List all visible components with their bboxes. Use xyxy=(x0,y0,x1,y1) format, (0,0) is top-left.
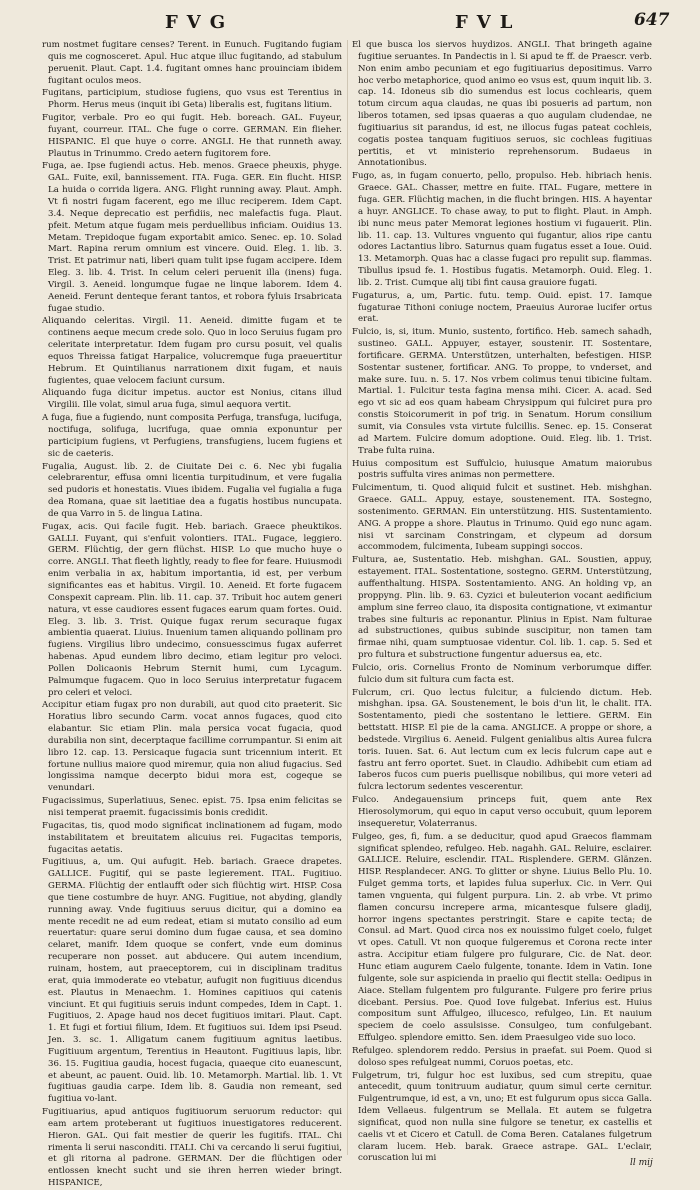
dictionary-entry: Fugalia, August. lib. 2. de Ciuitate Dei c. 6. Nec ybi fugalia celebrarentur, effusa omni licentia turpitudinum, et vere fugalia sed pudoris et honestatis. Viues ibidem. Fugalia vel fugialia a fuga dea Romana, quae sit laetitiae dea a fugatis hostibus nuncupata. de qua Varro in 5. de lingua Latina. xyxy=(42,461,342,519)
dictionary-entry: Refulgeo. splendorem reddo. Persius in praefat. sui Poem. Quod si doloso spes refulgeat nummi, Coruos poetas, etc. xyxy=(352,1045,652,1068)
dictionary-entry: Fugacissimus, Superlatiuus, Senec. epist. 75. Ipsa enim felicitas se nisi temperat praemit. fugacissimis bonis credidit. xyxy=(42,796,342,818)
dictionary-entry: Fugitiuarius, apud antiquos fugitiuorum seruorum reductor: qui eam artem proteberant ut fugitiuos inuestigatores reducerent. Hieron. GAL. Qui fait mestier de querir les fugitifs. ITAL. Chi rimenta li serui nasconditi. ITALI. Chi va cercando li serui fugitiui, et gli ritorna al padrone. GERMAN. Der die flüchtigen oder entlossen knecht sucht und sie ihren herren wieder bringt. HISPANICE, xyxy=(42,1107,342,1189)
dictionary-entry: Fugo, as, in fugam conuerto, pello, propulso. Heb. hibriach henis. Graece. GAL. Chasser, mettre en fuite. ITAL. Fugare, mettere in fuga. GER. Flüchtig machen, in die flucht bringen. HIS. A hayentar a huyr. ANGLICE. To chase away, to put to flight. Plaut. in Amph. ibi nunc meus pater Memorat legiones hostium vi fugauerit. Plin. lib. 11. cap. 13. Vultures vnguento qui fugantur, alios ripe cantu odores Lactantius libro. Saturnus quam fugatus esset a Ioue. Ouid. 13. Metamorph. Quas hac a classe fugaci pro repulit sup. flammas. Tibullus ipsud fe. 1. Hostibus fugatis. Metamorph. Ouid. Eleg. 1. lib. 2. Trist. Cumque alij tibi fint causa grauiore fugati. xyxy=(352,171,652,288)
dictionary-entry: Fuga, ae. Ipse fugiendi actus. Heb. menos. Graece pheuxis, phyge. GAL. Fuite, exil, bannissement. ITA. Fuga. GER. Ein flucht. HISP. La huida o corrida ligera. ANG. Flight running away. Plaut. Amph. Vt fi nostri fugam facerent, ego me illuc reciperem. Idem Capt. 3.4. Neque deprecatio est perfidiis, nec malefactis fuga. Plaut. pfeit. Metum atque fugam meis perduellibus inficiam. Ouidius 13. Metam. Trepidoque fugam exportabit amico. Senec. ep. 10. Solad Mart. Rapina rerum omnium est vincere. Ouid. Eleg. 1. lib. 3. Trist. Et patrimur nati, liberi quam tulit ipse fugam accipere. Idem Eleg. 3. lib. 4. Trist. In celum celeri peruenit illa (inens) fuga. Virgil. 3. Aeneid. longumque fugae ne linque laborem. Idem 4. Aeneid. Ferunt denteque ferant tantos, et robora fyluis Irsabricata fugae studio. xyxy=(42,161,342,314)
dictionary-entry: Fulco. Andegauensium princeps fuit, quem ante Rex Hierosolymorum, qui equo in caput verso occubuit, quum leporem insequeretur, Volaterranus. xyxy=(352,795,652,829)
dictionary-entry: Fugitiuus, a, um. Qui aufugit. Heb. bariach. Graece drapetes. GALLICE. Fugitif, qui se paste legierement. ITAL. Fugitiuo. GERMA. Flüchtig der entlaufft oder sich flüchtig wirt. HISP. Cosa que tiene costumbre de huyr. ANG. Fugitiue, not abyding, glandly running away. Vnde fugitiuus seruus dicitur, qui a domino ea mente recedit ne ad eum redeat, etiam si mutato consilio ad eum reuertatur: quare serui domino dum fugae causa, et sea domino celaret, manifr. Idem quoque se confert, vnde eum dominus recuperare non posset. aut abducere. Qui autem incendium, ruinam, hostem, aut praeceptorem, cui in disciplinam traditus erat, quia immoderate eo vtebatur, aufugit non fugitiuus dicendus est. Plautus in Menaechm. 1. Homines capitiuos qui catenis vinciunt. Et qui fugitiuis seruis indunt compedes, Idem in Capt. 1. Fugitiuos, 2. Apage haud nos decet fugitiuos imitari. Plaut. Capt. 1. Et fugi et fortiui filium, Idem. Et fugitiuos sui. Idem ipsi Pseud. Jen. 3. sc. 1. Alligatum canem fugitiuum agnitus laetibus. Fugitiuum argentum, Terentius in Heautont. Fugitiuus lapis, libr. 36. 15. Fugitiua gaudia, hocest fugacia, quaeque cito euanescunt, et abeunt, ac pauent. Ouid. lib. 10. Metamorph. Martial. lib. 1. Vt fugitiuas gaudia carpe. Idem lib. 8. Gaudia non remeant, sed fugitiua vo-lant. xyxy=(42,857,342,1105)
dictionary-entry: Fugax, acis. Qui facile fugit. Heb. bariach. Graece pheuktikos. GALLI. Fuyant, qui s'enfuit volontiers. ITAL. Fugace, leggiero. GERM. Flüchtig, der gern flüchst. HISP. Lo que mucho huye o corre. ANGLI. That fleeth lightly, ready to flee for feare. Huiusmodi enim verbalia in ax, habitum importantia, id est, per verbum significantes eas et habitus. Virgil. 10. Aeneid. Et forte fugacem Conspexit capream. Plin. lib. 11. cap. 37. Tribuit hoc autem generi natura, vt esse caudiores essent fugaces earum quam fortes. Ouid. Eleg. 3. lib. 3. Trist. Quique fugax rerum securaque fugax ambientia quaerat. Liuius. Inuenium tamen aliquando pollinam pro fugiens. Virgilius libro undecimo, consuesscimus fugax auferret habenas. Apud eundem libro decimo, etiam legitur pro veloci. Pollen Dolicaonis Hebrum Sternit humi, cum Lycagum. Palmumque fugacem. Quo in loco Seruius interpretatur fugacem pro celeri et veloci. xyxy=(42,521,342,698)
dictionary-entry: Accipitur etiam fugax pro non durabili, aut quod cito praeterit. Sic Horatius libro secundo Carm. vocat annos fugaces, quod cito elabantur. Sic etiam Plin. mala persica vocat fugacia, quod durabilia non sint, decerptaque facillime corrumpantur. Si enim ait libro 12. cap. 13. Persicaque fugacia sunt tricennium interit. Et fortune nullius maiore quod miremur, quia non aliud fugacius. Sed longissima namque decerpto bidui mora est, cogeque se venundari. xyxy=(42,700,342,794)
page-number: 647 xyxy=(634,10,670,30)
dictionary-entry: Aliquando fuga dicitur impetus. auctor est Nonius, citans illud Virgilii. Ille volat, simul arua fuga, simul aequora vertit. xyxy=(42,388,342,411)
running-head-right: FVL xyxy=(455,12,522,33)
column-divider xyxy=(347,40,348,1155)
running-head-left: FVG xyxy=(165,12,235,33)
dictionary-entry: Fugitor, verbale. Pro eo qui fugit. Heb. boreach. GAL. Fuyeur, fuyant, courreur. ITAL. Che fuge o corre. GERMAN. Ein flieher. HISPANIC. El que huye o corre. ANGLI. He that runneth away. Plautus in Trinummo. Credo aetern fugitorem fore. xyxy=(42,113,342,159)
dictionary-entry: Fulcrum, cri. Quo lectus fulcitur, a fulciendo dictum. Heb. mishghan. ipsa. GA. Soustenement, le bois d'un lit, le chalit. ITA. Sostentamento, piedi che sostentano le lettiere. GERM. Ein bettstatt. HISP. El pie de la cama. ANGLICE. A proppe or shore, a bedstede. Virgilius 6. Aeneid. Fulgent genialibus altis Aurea fulcra toris. Iuuen. Sat. 6. Aut lectum cum ex lecis fulcrum cape aut e fastru ant ferro oportet. Suet. in Claudio. Adhibebit cum etiam ad Iaberos fucos cum pueris puellisque nobilibus, qui more veteri ad fulcra lectorum sedentes vescerentur. xyxy=(352,687,652,793)
dictionary-entry: Fulcio, is, si, itum. Munio, sustento, fortifico. Heb. samech sahadh, sustineo. GALL. Appuyer, estayer, soustenir. IT. Sostentare, fortificare. GERMA. Unterstützen, unterhalten, befestigen. HISP. Sostentar sustener, fortificar. ANG. To proppe, to vnderset, and make sure. Iuu. n. 5. 17. Nos vrbem colimus tenui tibicine fultam. Martial. 1. Fulcitur testa fagina mensa mihi. Cicer. A. acad. Sed ego vt sic ad eos quam habeam Chrysippum qui fulciret pura pro constis Stoicorumerit in pof trig. in Senatum. Horum consilium sumit, via Consules vsta virtute fulcillis. Senec. ep. 15. Conserat ad Martem. Fulcire domum adoptione. Ouid. Eleg. lib. 1. Trist. Trabe fulta ruina. xyxy=(352,327,652,456)
dictionary-entry: Fugacitas, tis, quod modo significat inclinationem ad fugam, modo instabilitatem et breuitatem alicuius rei. Fugacitas temporis, fugacitas aetatis. xyxy=(42,820,342,855)
dictionary-entry: rum nostmet fugitare censes? Terent. in Eunuch. Fugitando fugiam quis me cognosceret. Apul. Huc atque illuc fugitando, ad stabulum peruenit. Plaut. Capt. 1.4. fugitant omnes hanc prouinciam ibidem fugitant oculos meos. xyxy=(42,40,342,86)
left-column xyxy=(42,40,342,1189)
dictionary-entry: Fultura, ae, Sustentatio. Heb. mishghan. GAL. Soustien, appuy, estayement. ITAL. Sostentatione, sostegno. GERM. Unterstützung, auffenthaltung. HISPA. Sostentamiento. ANG. An holding vp, an proppyng. Plin. lib. 9. 63. Cyzici et buleuterion vocant aedificium amplum sine ferreo clauo, ita disposita contignatione, vt eximantur trabes sine fulturis ac reponantur. Plinius in Epist. Nam fulturae ad substructiones, quibus subinde suscipitur, non tamen tam firmae nihi, quam sumptuosae videntur. Col. lib. 1. cap. 5. Sed et pro fultura et substructione fungentur aduersus ea, etc. xyxy=(352,555,652,661)
dictionary-entry: Fulcimentum, ti. Quod aliquid fulcit et sustinet. Heb. mishghan. Graece. GALL. Appuy, estaye, soustenement. ITA. Sostegno, sostenimento. GERMAN. Ein unterstützung. HIS. Sustentamiento. ANG. A proppe a shore. Plautus in Trinumo. Quid ego nunc agam. nisi vt sarcinam Constringam, et clypeum ad dorsum accommodem, fulcimenta, Iubeam suppingi soccos. xyxy=(352,483,652,553)
dictionary-entry: Fulgeo, ges, fi, fum. a se deducitur, quod apud Graecos flammam significat splendeo, refulgeo. Heb. nagahh. GAL. Reluire, esclairer. GALLICE. Reluire, esclendir. ITAL. Risplendere. GERM. Glänzen. HISP. Resplandecer. ANG. To glitter or shyne. Liuius Bello Plu. 10. Fulget gemma torts, et lapides fulua superlux. Cic. in Verr. Qui tamen vnguenta, qui fulgent purpura. Lin. 2. ab vrbe. Vt primo flamen concursu increpere arma, micantesque fulsere gladij, horror ingens spectantes perstringit. Stare e capite tecta; de Consul. ad Mart. Quod circa nos ex nouissimo fulget coelo, fulget vt opes. Catull. Vt non quoque fulgeremus et Corona recte inter astra. Accipitur etiam fulgere pro fulgurare, Cic. de Nat. deor. Hunc etiam augurem Caelo fulgente, tonante. Idem in Vatin. Ione fulgente, sole sur aspicienda in praelio qui flectit stella: Oedipus in Aiace. Stellam fulgentem pro fulgurante. Fulgere pro ferire prius dicebant. Persius. Poe. Quod Iove fulgebat. Inferius est. Huius compositum sunt Affulgeo, illucesco, refulgeo, Lin. Et nauium speciem de coelo assulsisse. Consulgeo, tum confulgebant. Effulgeo. splendore emitto. Sen. idem Praesulgeo vide suo loco. xyxy=(352,831,652,1044)
catchword: ll mij xyxy=(630,1158,653,1168)
dictionary-entry: Fugitans, participium, studiose fugiens, quo vsus est Terentius in Phorm. Herus meus (inquit ibi Geta) liberalis est, fugitans litium. xyxy=(42,88,342,111)
dictionary-entry: Fulcio, oris. Cornelius Fronto de Nominum verborumque differ. fulcio dum sit fultura cum facta est. xyxy=(352,662,652,685)
dictionary-entry: Fugaturus, a, um, Partic. futu. temp. Ouid. epist. 17. Iamque fugaturae Tithoni coniuge noctem, Praeuius Aurorae lucifer ortus erat. xyxy=(352,290,652,325)
dictionary-entry: Aliquando celeritas. Virgil. 11. Aeneid. dimitte fugam et te continens aeque mecum crede solo. Quo in loco Seruius fugam pro celeritate interpretatur. Idem fugam pro cursu posuit, vel qualis equos Threissa fatigat Harpalice, volucremque fuga praeuertitur Hebrum. Et Quintilianus narrationem dixit fugam, et nauis fugientes, quae velocem faciunt cursum. xyxy=(42,316,342,386)
dictionary-entry: A fuga, fiue a fugiendo, nunt composita Perfuga, transfuga, lucifuga, noctifuga, solifuga, lucrifuga, quae omnia exponuntur per participium fugiens, vt Perfugiens, transfugiens, lucem fugiens et sic de caeteris. xyxy=(42,413,342,459)
dictionary-entry: Fulgetrum, tri, fulgur hoc est luxibus, sed cum strepitu, quae antecedit, quum tonitruum audiatur, quum simul certe cernitur. Fulgentrumque, id est, a vn, uno; Et est fulgurum opus sicca Galla. Idem Vellaeus. fulgentrum se Mellala. Et autem se fulgetra significat, quod non nulla sine fulgore se tenetur, ex castellis et caelis vt et Cicero et Catull. de Coma Beren. Catalanes fulgetrum claram lucem. Heb. barak. Graece astrape. GAL. L'eclair, coruscation lui mi xyxy=(352,1070,652,1164)
dictionary-entry: Huius compositum est Suffulcio, huiusque Amatum maiorubus postris suffulta vires animas non permettere. xyxy=(352,458,652,481)
dictionary-entry: El que busca los siervos huydizos. ANGLI. That bringeth againe fugitiue seruantes. In Pandectis in l. Si apud te ff. de Praescr. verb. Non enim ambo pecuniam et ego fugitiuarius depositimus. Varro hoc verbo metaphorice, quod animo eo vsus est, quum inquit lib. 3. cap. 14. Idoneus sib dio sumendus est locus cochlearis, quem totum circum aqua claudas, ne quas ibi posueris ad partum, non liberos totamen, sed ipsas quaeras a quo augulam cludendae, ne fugitiuarius sit parandus, id est, ne illocus fugas pateat cochleis, cogatis postea tanquam fugitiuos seruos, sic cochleas fugitiuas pertitis, et vt ministerio reprehensorum. Budaeus in Annotationibus. xyxy=(352,40,652,169)
